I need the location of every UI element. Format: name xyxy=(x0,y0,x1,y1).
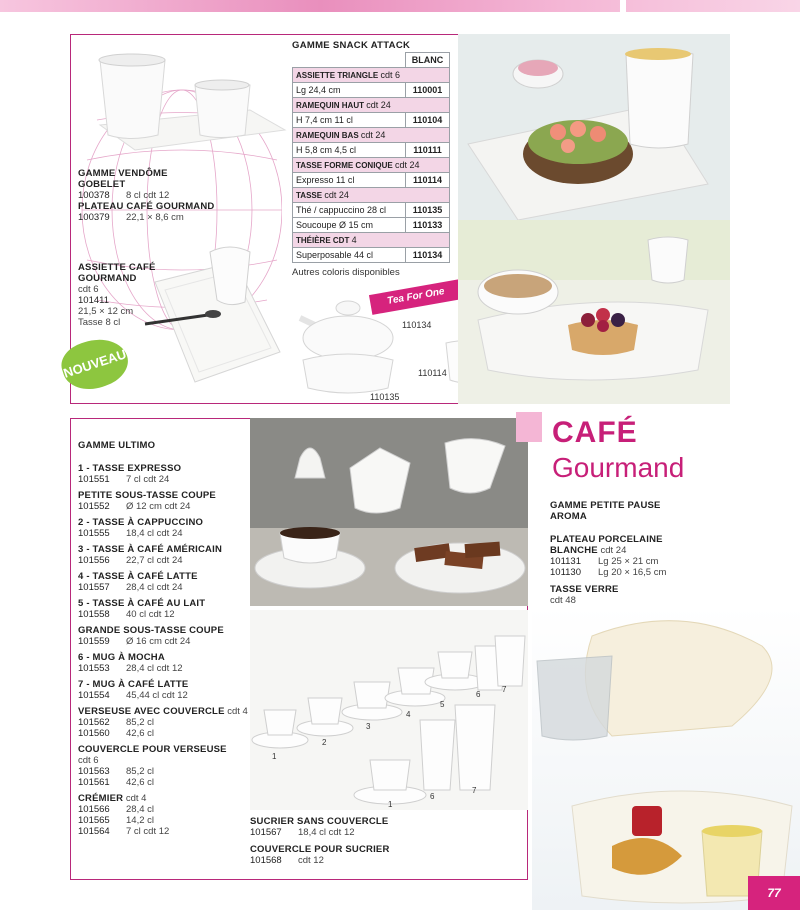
plateau-title-2: BLANCHE xyxy=(550,545,598,556)
snack-col-header: BLANC xyxy=(406,53,450,68)
assiette-tasse: Tasse 8 cl xyxy=(78,317,121,328)
ultimo-section xyxy=(78,544,248,566)
snack-category-cdt: cdt 24 xyxy=(360,130,386,140)
ultimo-section xyxy=(78,706,248,739)
ultimo-desc: 7 cl cdt 24 xyxy=(126,474,170,485)
snack-item-desc: Soucoupe Ø 15 cm xyxy=(293,218,406,233)
ultimo-section-title: 4 - TASSE À CAFÉ LATTE xyxy=(78,571,198,582)
ultimo-desc: 28,4 cl xyxy=(126,804,154,815)
cafe-title: CAFÉ xyxy=(552,416,638,449)
nouveau-badge: NOUVEAU xyxy=(56,331,134,397)
ultimo-section-pre: cdt 6 xyxy=(78,755,99,766)
cup-number-label: 1 xyxy=(388,800,393,809)
snack-item-row xyxy=(293,248,450,263)
ultimo-section-header xyxy=(78,706,248,717)
tea-for-one-badge: Tea For One xyxy=(369,279,463,315)
sucrier-label xyxy=(250,816,450,866)
top-banner xyxy=(0,0,800,12)
snack-category-name: ASSIETTE TRIANGLE xyxy=(296,71,379,80)
snack-category-name: RAMEQUIN BAS xyxy=(296,131,359,140)
ultimo-section-title: GRANDE SOUS-TASSE COUPE xyxy=(78,625,224,636)
ultimo-section xyxy=(78,490,248,512)
cup-code: 110114 xyxy=(418,368,447,378)
vendome-gobelet-ref: 100378 xyxy=(78,190,110,201)
ultimo-ref: 101556 xyxy=(78,555,110,566)
ultimo-section xyxy=(78,517,248,539)
ultimo-section-header xyxy=(78,652,248,663)
snack-item-desc: Superposable 44 cl xyxy=(293,248,406,263)
couvercle-sucrier-ref: 101568 xyxy=(250,855,282,866)
plateau-ref-1: 101131 xyxy=(550,556,581,567)
ultimo-line xyxy=(78,528,248,539)
snack-item-desc: Thé / cappuccino 28 cl xyxy=(293,203,406,218)
ultimo-desc: Ø 16 cm cdt 24 xyxy=(126,636,191,647)
snack-item-code: 110114 xyxy=(406,173,450,188)
snack-item-row xyxy=(293,83,450,98)
vendome-gobelet-desc: 8 cl cdt 12 xyxy=(126,190,170,201)
ultimo-desc: 7 cl cdt 12 xyxy=(126,826,170,837)
ultimo-section-title: VERSEUSE AVEC COUVERCLE xyxy=(78,706,225,717)
cup-number-label: 6 xyxy=(430,792,435,801)
ultimo-section xyxy=(78,679,248,701)
ultimo-ref: 101555 xyxy=(78,528,110,539)
assiette-size: 21,5 × 12 cm xyxy=(78,306,134,317)
ultimo-section-cdt: cdt 4 xyxy=(125,793,147,804)
cup-number-label: 7 xyxy=(502,685,507,694)
ultimo-ref: 101553 xyxy=(78,663,110,674)
ultimo-desc: Ø 12 cm cdt 24 xyxy=(126,501,191,512)
ultimo-section-title: 2 - TASSE À CAPPUCCINO xyxy=(78,517,204,528)
ultimo-sections xyxy=(78,463,248,837)
vendome-plateau-ref: 100379 xyxy=(78,212,110,223)
sucrier-title: SUCRIER SANS COUVERCLE xyxy=(250,816,389,827)
assiette-cdt: cdt 6 xyxy=(78,284,99,295)
ultimo-section xyxy=(78,652,248,674)
snack-category-name: TASSE FORME CONIQUE xyxy=(296,161,393,170)
ultimo-ref: 101565 xyxy=(78,815,110,826)
plateau-desc-2: Lg 20 × 16,5 cm xyxy=(598,567,667,578)
snack-item-code: 110135 xyxy=(406,203,450,218)
petite-pause-title: GAMME PETITE PAUSE xyxy=(550,500,661,511)
ultimo-section-header xyxy=(78,679,248,690)
plateau-desc-1: Lg 25 × 21 cm xyxy=(598,556,659,567)
cup-number-label: 4 xyxy=(406,710,411,719)
verre-title: TASSE VERRE xyxy=(550,584,619,595)
ultimo-line xyxy=(78,777,248,788)
top-banner-mark xyxy=(620,0,626,12)
assiette-title-2: GOURMAND xyxy=(78,273,137,284)
snack-item-row xyxy=(293,113,450,128)
ultimo-line xyxy=(78,804,248,815)
ultimo-line xyxy=(78,582,248,593)
ultimo-line xyxy=(78,636,248,647)
vendome-plateau-title: PLATEAU CAFÉ GOURMAND xyxy=(78,201,215,212)
vendome-gobelet-title: GOBELET xyxy=(78,179,126,190)
ultimo-line xyxy=(78,609,248,620)
plateau-cdt: cdt 24 xyxy=(600,545,627,556)
ultimo-section-title: 3 - TASSE À CAFÉ AMÉRICAIN xyxy=(78,544,223,555)
snack-category-name: THÉIÈRE CDT xyxy=(296,236,350,245)
snack-category xyxy=(293,98,450,113)
ultimo-ref: 101557 xyxy=(78,582,110,593)
cup-number-label: 2 xyxy=(322,738,327,747)
ultimo-desc: 28,4 cl cdt 24 xyxy=(126,582,183,593)
ultimo-line xyxy=(78,815,248,826)
snack-item-code: 110133 xyxy=(406,218,450,233)
assiette-ref: 101411 xyxy=(78,295,109,306)
base-code: 110135 xyxy=(370,392,400,402)
cafe-title-accent xyxy=(516,412,542,442)
ultimo-line xyxy=(78,690,248,701)
vendome-plateau-desc: 22,1 × 8,6 cm xyxy=(126,212,184,223)
vendome-title: GAMME VENDÔME xyxy=(78,168,168,179)
ultimo-desc: 85,2 cl xyxy=(126,766,154,777)
ultimo-section xyxy=(78,625,248,647)
ultimo-section xyxy=(78,463,248,485)
teapot-code: 110134 xyxy=(402,320,432,330)
couvercle-sucrier-title: COUVERCLE POUR SUCRIER xyxy=(250,844,390,855)
ultimo-list xyxy=(78,440,248,842)
snack-header-row xyxy=(293,53,450,68)
vendome-label xyxy=(78,168,278,223)
snack-category-cdt: cdt 24 xyxy=(324,190,349,200)
ultimo-line xyxy=(78,717,248,728)
ultimo-section-title: CRÉMIER xyxy=(78,793,124,804)
ultimo-desc: 85,2 cl xyxy=(126,717,154,728)
ultimo-section-title: PETITE SOUS-TASSE COUPE xyxy=(78,490,216,501)
assiette-label xyxy=(78,262,188,328)
ultimo-ref: 101566 xyxy=(78,804,110,815)
snack-category-name: TASSE xyxy=(296,191,323,200)
snack-item-code: 110104 xyxy=(406,113,450,128)
ultimo-desc: 18,4 cl cdt 24 xyxy=(126,528,183,539)
ultimo-ref: 101562 xyxy=(78,717,110,728)
snack-item-code: 110001 xyxy=(406,83,450,98)
ultimo-section-header xyxy=(78,571,248,582)
ultimo-ref: 101560 xyxy=(78,728,110,739)
cup-number-label: 3 xyxy=(366,722,371,731)
ultimo-line xyxy=(78,826,248,837)
page-number: 77 xyxy=(748,876,800,910)
snack-category xyxy=(293,68,450,83)
ultimo-section-header xyxy=(78,517,248,528)
snack-item-row xyxy=(293,218,450,233)
snack-category-row xyxy=(293,68,450,83)
ultimo-section xyxy=(78,571,248,593)
ultimo-section-title: 6 - MUG À MOCHA xyxy=(78,652,165,663)
snack-category-row xyxy=(293,233,450,248)
couvercle-sucrier-desc: cdt 12 xyxy=(298,855,324,866)
snack-category-cdt: cdt 6 xyxy=(380,70,400,80)
ultimo-desc: 45,44 cl cdt 12 xyxy=(126,690,188,701)
snack-category-name: RAMEQUIN HAUT xyxy=(296,101,364,110)
verre-cdt: cdt 48 xyxy=(550,595,576,606)
cup-number-label: 1 xyxy=(272,752,277,761)
snack-item-desc: Expresso 11 cl xyxy=(293,173,406,188)
snack-category xyxy=(293,158,450,173)
snack-item-code: 110111 xyxy=(406,143,450,158)
snack-item-desc: H 7,4 cm 11 cl xyxy=(293,113,406,128)
ultimo-desc: 28,4 cl cdt 12 xyxy=(126,663,183,674)
ultimo-ref: 101552 xyxy=(78,501,110,512)
ultimo-line xyxy=(78,555,248,566)
ultimo-ref: 101564 xyxy=(78,826,110,837)
ultimo-section-header xyxy=(78,793,248,804)
ultimo-section-header xyxy=(78,744,248,755)
snack-title: GAMME SNACK ATTACK xyxy=(292,40,411,51)
ultimo-section-header xyxy=(78,544,248,555)
ultimo-line xyxy=(78,663,248,674)
snack-category-row xyxy=(293,188,450,203)
sucrier-desc: 18,4 cl cdt 12 xyxy=(298,827,355,838)
ultimo-section-header xyxy=(78,463,248,474)
ultimo-ref: 101551 xyxy=(78,474,110,485)
ultimo-numbered-cups-photo xyxy=(250,610,528,810)
assiette-title: ASSIETTE CAFÉ xyxy=(78,262,156,273)
snack-category-row xyxy=(293,128,450,143)
ultimo-ref: 101561 xyxy=(78,777,110,788)
plateau-ref-2: 101130 xyxy=(550,567,581,578)
snack-table xyxy=(292,52,450,263)
cup-number-label: 5 xyxy=(440,700,445,709)
ultimo-desc: 22,7 cl cdt 24 xyxy=(126,555,183,566)
ultimo-section-title: 1 - TASSE EXPRESSO xyxy=(78,463,182,474)
ultimo-ref: 101563 xyxy=(78,766,110,777)
snack-triangle-food-photo xyxy=(458,34,730,220)
vendome-product-photo xyxy=(80,50,290,170)
ultimo-line xyxy=(78,766,248,777)
snack-item-desc: Lg 24,4 cm xyxy=(293,83,406,98)
cup-number-label: 7 xyxy=(472,786,477,795)
snack-category-cdt: 4 xyxy=(351,235,357,245)
snack-item-row xyxy=(293,143,450,158)
ultimo-ref: 101558 xyxy=(78,609,110,620)
ultimo-section-title: 7 - MUG À CAFÉ LATTE xyxy=(78,679,189,690)
ultimo-section-title: 5 - TASSE À CAFÉ AU LAIT xyxy=(78,598,206,609)
snack-item-row xyxy=(293,203,450,218)
ultimo-section-title: COUVERCLE POUR VERSEUSE xyxy=(78,744,227,755)
ultimo-line xyxy=(78,474,248,485)
snack-item-row xyxy=(293,173,450,188)
ultimo-desc: 42,6 cl xyxy=(126,728,154,739)
snack-category xyxy=(293,128,450,143)
ultimo-desc: 14,2 cl xyxy=(126,815,154,826)
snack-category xyxy=(293,233,450,248)
snack-item-code: 110134 xyxy=(406,248,450,263)
ultimo-desc: 42,6 cl xyxy=(126,777,154,788)
ultimo-section-header xyxy=(78,490,248,501)
ultimo-section xyxy=(78,598,248,620)
ultimo-title: GAMME ULTIMO xyxy=(78,440,156,451)
ultimo-ref: 101559 xyxy=(78,636,110,647)
snack-item-desc: H 5,8 cm 4,5 cl xyxy=(293,143,406,158)
snack-category-cdt: cdt 24 xyxy=(394,160,420,170)
ultimo-section xyxy=(78,793,248,837)
plateau-title: PLATEAU PORCELAINE xyxy=(550,534,663,545)
ultimo-line xyxy=(78,501,248,512)
cup-number-label: 6 xyxy=(476,690,481,699)
ultimo-section-header xyxy=(78,625,248,636)
ultimo-section-cdt: cdt 4 xyxy=(227,706,248,717)
snack-category xyxy=(293,188,450,203)
ultimo-section xyxy=(78,744,248,788)
ultimo-ref: 101554 xyxy=(78,690,110,701)
cafe-tartelette-photo xyxy=(458,220,730,404)
cafe-subtitle: Gourmand xyxy=(552,452,685,483)
sucrier-ref: 101567 xyxy=(250,827,282,838)
snack-category-row xyxy=(293,98,450,113)
ultimo-tableware-photo xyxy=(250,418,528,606)
petite-pause-photo xyxy=(532,606,800,910)
colors-note: Autres coloris disponibles xyxy=(292,267,400,278)
ultimo-desc: 40 cl cdt 12 xyxy=(126,609,175,620)
snack-category-cdt: cdt 24 xyxy=(366,100,391,110)
petite-pause-title-2: AROMA xyxy=(550,511,587,522)
ultimo-section-header xyxy=(78,598,248,609)
snack-category-row xyxy=(293,158,450,173)
ultimo-line xyxy=(78,728,248,739)
